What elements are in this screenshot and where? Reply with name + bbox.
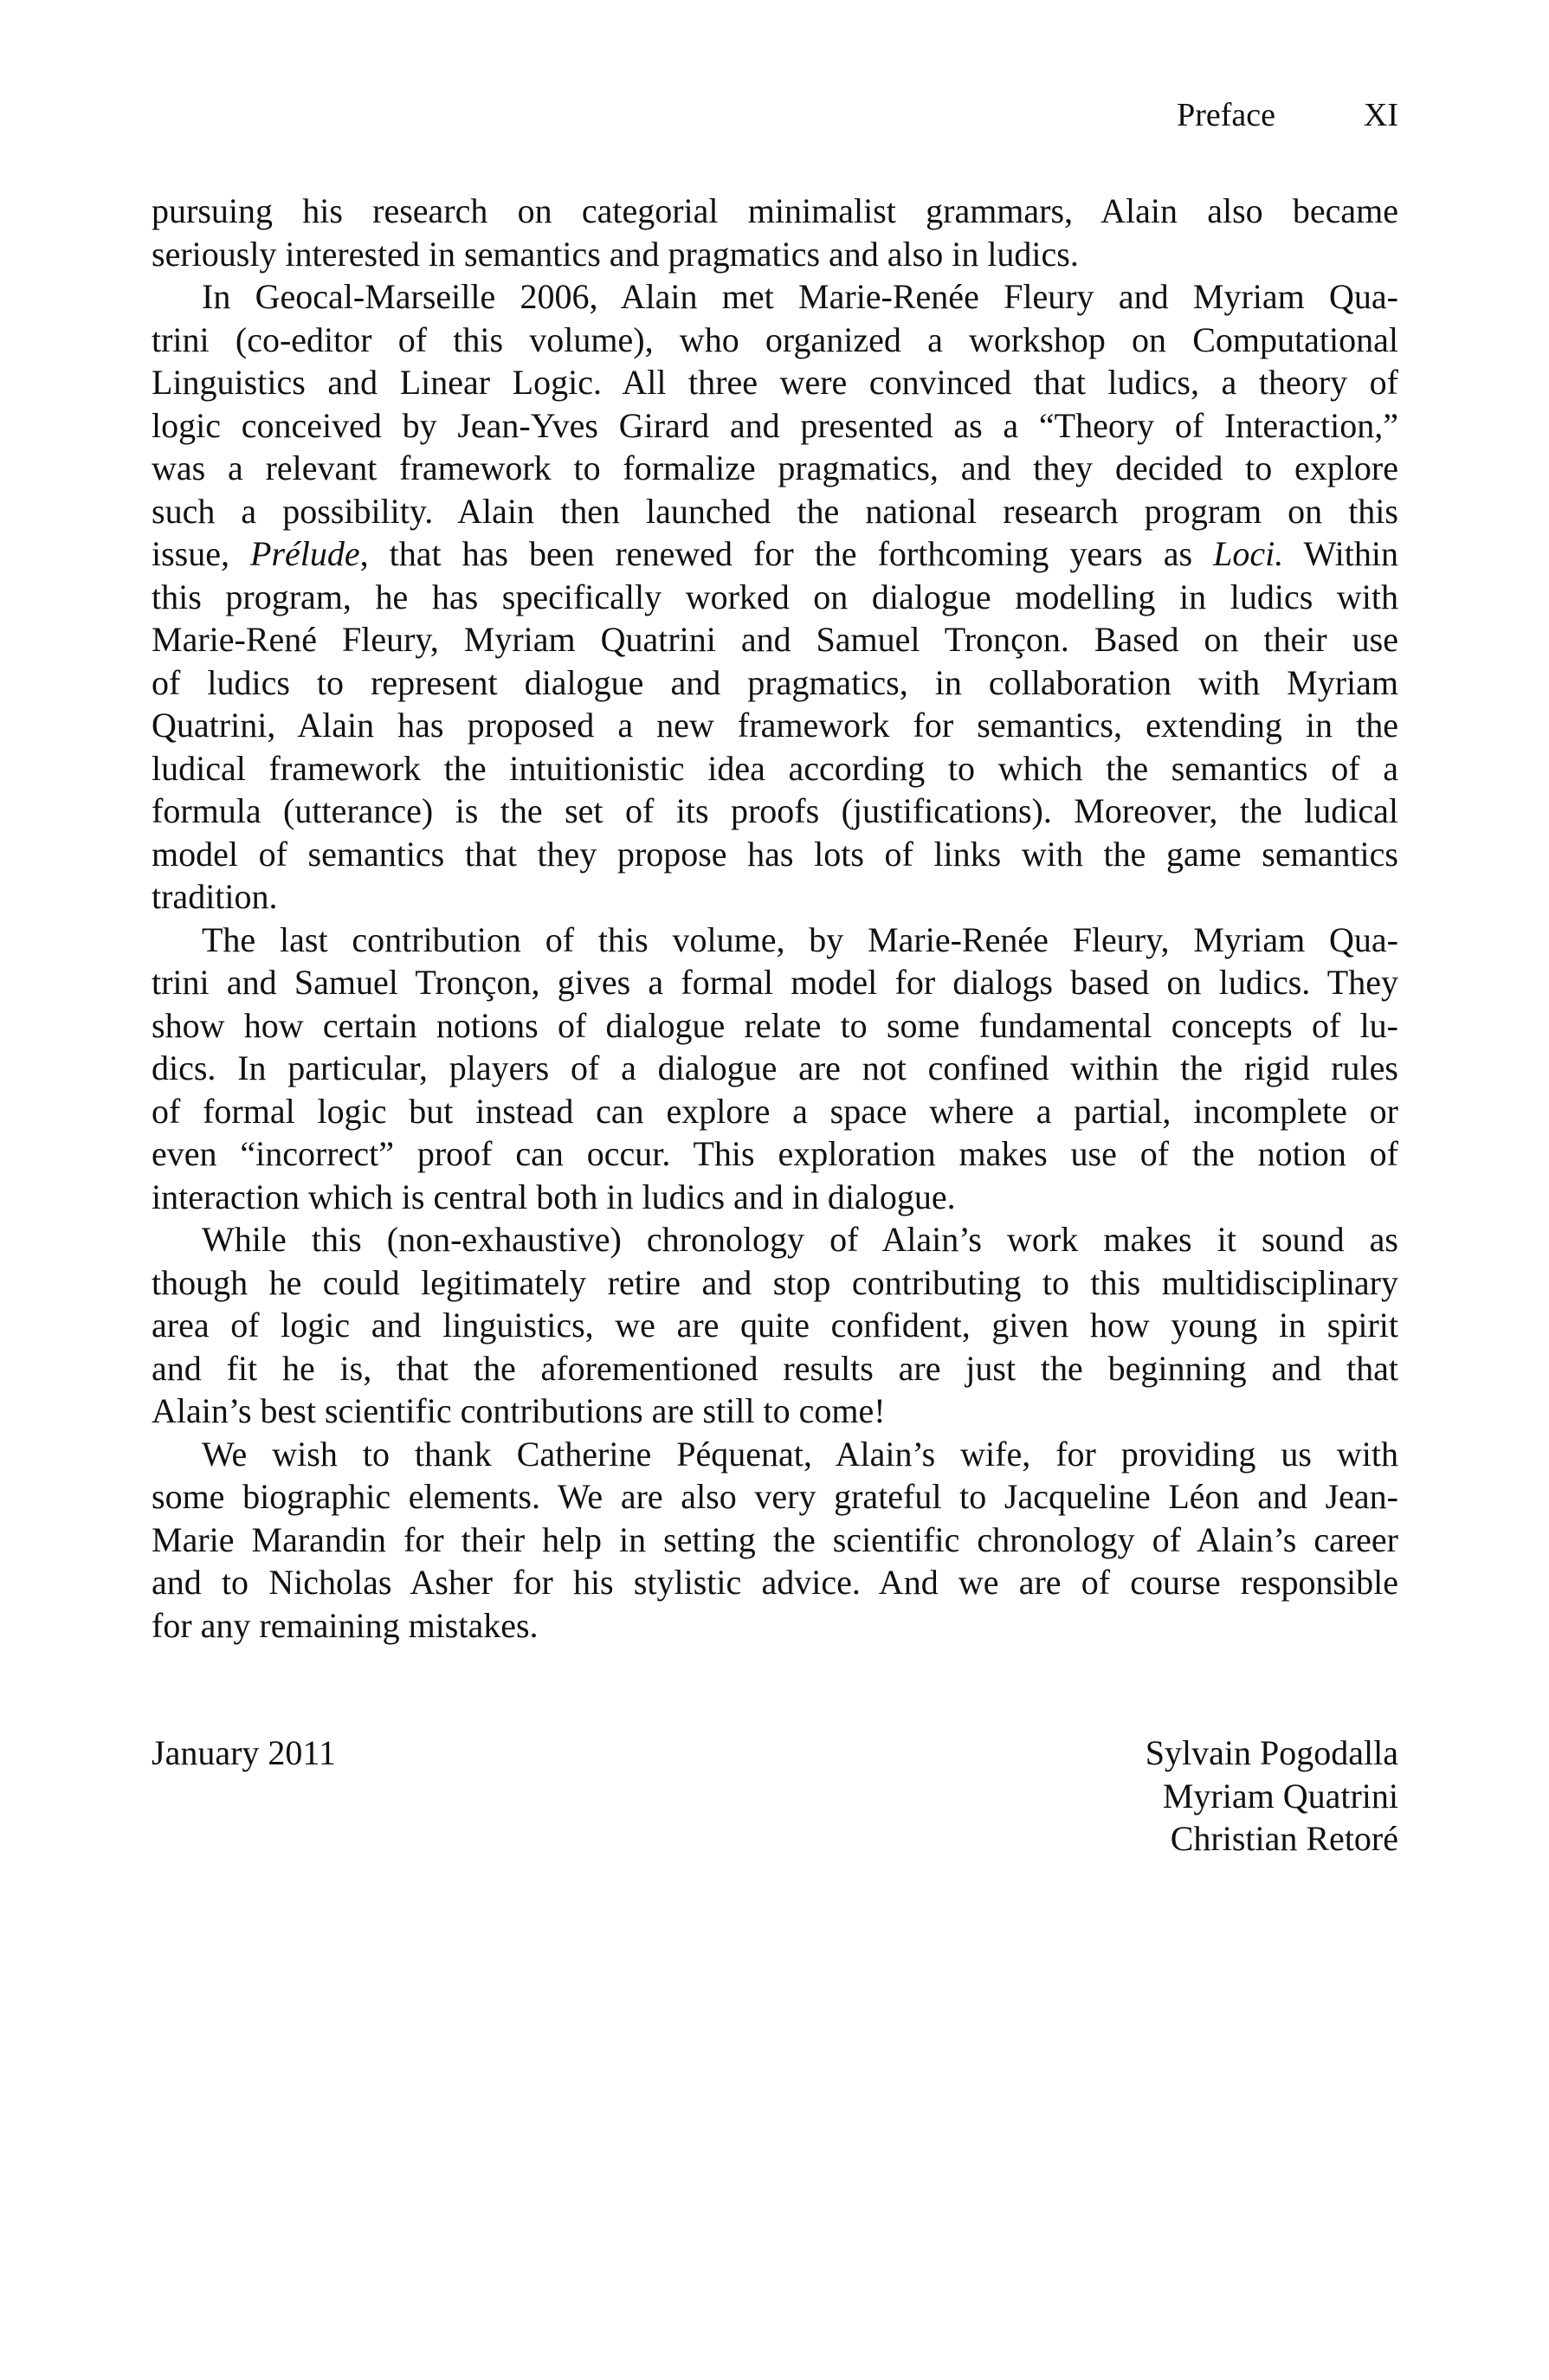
text-run: We wish to thank Catherine Péquenat, Alain’s wife, for providing us with: [202, 1434, 1398, 1474]
running-head: [152, 95, 1398, 135]
text-line: [152, 661, 1398, 705]
text-run: such a possibility. Alain then launched the national research program on this: [152, 491, 1398, 531]
italic-term: Loci.: [1213, 534, 1284, 573]
text-run: seriously interested in semantics and pragmatics and also in ludics.: [152, 234, 1079, 274]
text-line: [152, 532, 1398, 576]
text-line: [152, 490, 1398, 533]
text-line: [152, 1390, 1398, 1433]
preface-body: [152, 190, 1398, 1647]
text-line: [152, 576, 1398, 619]
text-line: [152, 833, 1398, 876]
text-line: [152, 319, 1398, 362]
text-line: [152, 919, 1398, 962]
text-run: , that has been renewed for the forthcoming years as: [359, 534, 1214, 573]
text-run: dics. In particular, players of a dialogue are not confined within the rigid rules: [152, 1048, 1398, 1087]
closing-date: January 2011: [152, 1733, 336, 1772]
text-run: ludical framework the intuitionistic idea according to which the semantics of a: [152, 748, 1398, 788]
text-run: of ludics to represent dialogue and pragmatics, in collaboration with Myriam: [152, 662, 1398, 702]
italic-term: Prélude: [250, 534, 360, 573]
text-line: [152, 875, 1398, 919]
text-run: though he could legitimately retire and stop contributing to this multidisciplinary: [152, 1262, 1398, 1302]
text-line: [152, 447, 1398, 490]
text-line: [152, 1176, 1398, 1219]
text-run: was a relevant framework to formalize pragmatics, and they decided to explore: [152, 448, 1398, 487]
text-line: [152, 704, 1398, 747]
text-line: [152, 404, 1398, 448]
paragraph: [152, 1433, 1398, 1648]
text-run: pursuing his research on categorial minimalist grammars, Alain also became: [152, 191, 1398, 230]
text-run: area of logic and linguistics, we are quite confident, given how young in spirit: [152, 1306, 1398, 1345]
text-line: [152, 1090, 1398, 1133]
text-line: [152, 190, 1398, 233]
text-run: Marie-René Fleury, Myriam Quatrini and Samuel Tronçon. Based on their use: [152, 620, 1398, 659]
text-run: some biographic elements. We are also very grateful to Jacqueline Léon and Jean-: [152, 1477, 1398, 1516]
paragraph: [152, 275, 1398, 919]
paragraph: [152, 1218, 1398, 1433]
text-run: show how certain notions of dialogue relate to some fundamental concepts of lu-: [152, 1005, 1398, 1045]
text-run: Marie Marandin for their help in setting the scientific chronology of Alain’s career: [152, 1519, 1398, 1559]
text-run: trini (co-editor of this volume), who organized a workshop on Computational: [152, 319, 1398, 359]
text-run: this program, he has specifically worked on dialogue modelling in ludics with: [152, 577, 1398, 616]
text-run: model of semantics that they propose has lots of links with the game semantics: [152, 834, 1398, 874]
text-run: Quatrini, Alain has proposed a new framework for semantics, extending in the: [152, 706, 1398, 745]
text-run: of formal logic but instead can explore a space where a partial, incomplete or: [152, 1091, 1398, 1131]
text-line: [152, 1218, 1398, 1261]
page-number: XI: [1363, 97, 1398, 133]
text-run: and fit he is, that the aforementioned results are just the beginning and that: [152, 1348, 1398, 1388]
text-line: [152, 233, 1398, 276]
text-run: formula (utterance) is the set of its proofs (justifications). Moreover, the ludical: [152, 791, 1398, 830]
text-run: Linguistics and Linear Logic. All three were convinced that ludics, a theory of: [152, 363, 1398, 402]
text-line: [152, 1347, 1398, 1390]
text-line: [152, 1047, 1398, 1090]
signatories: [1146, 1732, 1398, 1861]
text-run: Alain’s best scientific contributions are still to come!: [152, 1391, 886, 1430]
text-line: [152, 1561, 1398, 1604]
text-run: even “incorrect” proof can occur. This exploration makes use of the notion of: [152, 1134, 1398, 1173]
text-run: issue,: [152, 534, 251, 573]
paragraph: [152, 919, 1398, 1219]
text-run: interaction which is central both in ludics and in dialogue.: [152, 1177, 956, 1216]
text-line: [152, 790, 1398, 833]
text-line: [152, 961, 1398, 1004]
text-run: The last contribution of this volume, by Marie-Renée Fleury, Myriam Qua-: [202, 919, 1398, 959]
signatory-name: Myriam Quatrini: [1162, 1776, 1398, 1816]
text-line: [152, 747, 1398, 790]
text-run: logic conceived by Jean-Yves Girard and presented as a “Theory of Interaction,”: [152, 405, 1398, 445]
running-head-title: Preface: [1177, 97, 1275, 133]
text-line: [152, 1132, 1398, 1176]
text-line: [152, 1261, 1398, 1305]
text-run: for any remaining mistakes.: [152, 1605, 539, 1645]
text-run: In Geocal-Marseille 2006, Alain met Marie-Renée Fleury and Myriam Qua-: [202, 277, 1398, 316]
text-line: [152, 1519, 1398, 1562]
text-line: [152, 361, 1398, 404]
text-line: [152, 1004, 1398, 1048]
text-run: Within: [1283, 534, 1399, 573]
text-line: [152, 275, 1398, 319]
text-line: [152, 1433, 1398, 1476]
text-run: trini and Samuel Tronçon, gives a formal model for dialogs based on ludics. They: [152, 963, 1398, 1002]
text-line: [152, 618, 1398, 661]
text-line: [152, 1604, 1398, 1648]
signatory-name: Christian Retoré: [1170, 1819, 1398, 1858]
text-run: While this (non-exhaustive) chronology of Alain’s work makes it sound as: [202, 1220, 1398, 1259]
text-line: [152, 1475, 1398, 1519]
paragraph: [152, 190, 1398, 275]
signatory-name: Sylvain Pogodalla: [1145, 1733, 1398, 1772]
text-line: [152, 1304, 1398, 1347]
text-run: tradition.: [152, 877, 278, 916]
text-run: and to Nicholas Asher for his stylistic advice. And we are of course responsible: [152, 1563, 1398, 1602]
